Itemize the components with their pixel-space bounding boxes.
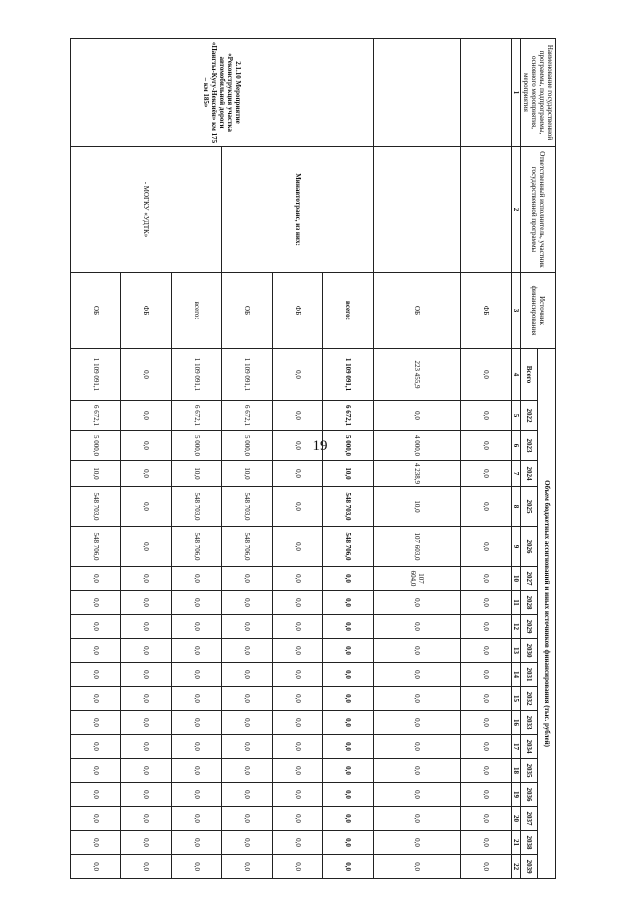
header-year: Всего bbox=[520, 349, 538, 401]
value-cell: 0,0 bbox=[461, 527, 512, 567]
table-row bbox=[323, 39, 374, 879]
value-cell: 548 706,0 bbox=[323, 527, 374, 567]
executor-cell-empty bbox=[461, 147, 512, 273]
header-year: 2036 bbox=[520, 783, 538, 807]
value-cell: 0,0 bbox=[323, 615, 374, 639]
value-cell: 0,0 bbox=[70, 615, 121, 639]
value-cell: 0,0 bbox=[373, 855, 460, 879]
value-cell: 0,0 bbox=[323, 711, 374, 735]
value-cell: 0,0 bbox=[272, 431, 323, 461]
header-year: 2024 bbox=[520, 461, 538, 487]
value-cell: 0,0 bbox=[272, 349, 323, 401]
value-cell: 0,0 bbox=[171, 567, 222, 591]
column-number: 8 bbox=[511, 487, 520, 527]
value-cell: 0,0 bbox=[121, 711, 172, 735]
value-cell: 0,0 bbox=[121, 687, 172, 711]
value-cell: 0,0 bbox=[70, 591, 121, 615]
value-cell: 0,0 bbox=[121, 591, 172, 615]
value-cell: 5 000,0 bbox=[171, 431, 222, 461]
value-cell: 0,0 bbox=[222, 735, 273, 759]
header-year: 2025 bbox=[520, 487, 538, 527]
value-cell: 6 672,1 bbox=[171, 401, 222, 431]
value-cell: 548 706,0 bbox=[70, 527, 121, 567]
value-cell: 1 109 091,1 bbox=[222, 349, 273, 401]
header-year: 2034 bbox=[520, 735, 538, 759]
column-number: 18 bbox=[511, 759, 520, 783]
value-cell: 5 000,0 bbox=[323, 431, 374, 461]
source-cell: ОБ bbox=[373, 273, 460, 349]
column-number: 17 bbox=[511, 735, 520, 759]
value-cell: 0,0 bbox=[461, 461, 512, 487]
value-cell: 0,0 bbox=[70, 567, 121, 591]
value-cell: 0,0 bbox=[461, 783, 512, 807]
value-cell: 10,0 bbox=[373, 487, 460, 527]
source-cell: всего: bbox=[323, 273, 374, 349]
value-cell: 107 603,0 bbox=[373, 527, 460, 567]
value-cell: 107 604,0 bbox=[373, 567, 460, 591]
value-cell: 0,0 bbox=[222, 615, 273, 639]
header-year: 2028 bbox=[520, 591, 538, 615]
value-cell: 10,0 bbox=[70, 461, 121, 487]
value-cell: 0,0 bbox=[272, 807, 323, 831]
value-cell: 6 672,1 bbox=[222, 401, 273, 431]
value-cell: 0,0 bbox=[461, 487, 512, 527]
value-cell: 0,0 bbox=[121, 639, 172, 663]
header-year: 2038 bbox=[520, 831, 538, 855]
value-cell: 0,0 bbox=[171, 831, 222, 855]
column-number: 10 bbox=[511, 567, 520, 591]
value-cell: 0,0 bbox=[461, 567, 512, 591]
value-cell: 0,0 bbox=[171, 711, 222, 735]
value-cell: 0,0 bbox=[121, 807, 172, 831]
value-cell: 1 109 091,1 bbox=[171, 349, 222, 401]
value-cell: 223 455,9 bbox=[373, 349, 460, 401]
value-cell: 0,0 bbox=[171, 855, 222, 879]
value-cell: 0,0 bbox=[70, 735, 121, 759]
value-cell: 0,0 bbox=[373, 687, 460, 711]
value-cell: 0,0 bbox=[461, 639, 512, 663]
source-cell: ОБ bbox=[222, 273, 273, 349]
value-cell: 0,0 bbox=[272, 855, 323, 879]
value-cell: 0,0 bbox=[121, 487, 172, 527]
value-cell: 0,0 bbox=[323, 567, 374, 591]
value-cell: 1 109 091,1 bbox=[70, 349, 121, 401]
value-cell: 5 000,0 bbox=[222, 431, 273, 461]
column-number: 15 bbox=[511, 687, 520, 711]
value-cell: 0,0 bbox=[323, 831, 374, 855]
table-frame bbox=[83, 38, 556, 876]
table-row bbox=[461, 39, 512, 879]
value-cell: 0,0 bbox=[222, 687, 273, 711]
header-year: 2032 bbox=[520, 687, 538, 711]
page-number: 19 bbox=[312, 438, 328, 454]
column-number: 5 bbox=[511, 401, 520, 431]
value-cell: 0,0 bbox=[222, 663, 273, 687]
column-number: 1 bbox=[511, 39, 520, 147]
program-cell-empty bbox=[461, 39, 512, 147]
column-number: 9 bbox=[511, 527, 520, 567]
header-year: 2026 bbox=[520, 527, 538, 567]
value-cell: 0,0 bbox=[461, 615, 512, 639]
value-cell: 0,0 bbox=[70, 639, 121, 663]
value-cell: 0,0 bbox=[70, 831, 121, 855]
value-cell: 0,0 bbox=[373, 759, 460, 783]
value-cell: 0,0 bbox=[70, 855, 121, 879]
value-cell: 0,0 bbox=[373, 615, 460, 639]
value-cell: 0,0 bbox=[171, 615, 222, 639]
value-cell: 0,0 bbox=[461, 711, 512, 735]
source-cell: ФБ bbox=[121, 273, 172, 349]
value-cell: 1 109 091,1 bbox=[323, 349, 374, 401]
table-row bbox=[171, 39, 222, 879]
column-number: 19 bbox=[511, 783, 520, 807]
value-cell: 0,0 bbox=[272, 735, 323, 759]
value-cell: 0,0 bbox=[461, 431, 512, 461]
value-cell: 0,0 bbox=[121, 855, 172, 879]
value-cell: 0,0 bbox=[373, 711, 460, 735]
value-cell: 0,0 bbox=[373, 591, 460, 615]
column-number: 12 bbox=[511, 615, 520, 639]
value-cell: 0,0 bbox=[461, 349, 512, 401]
value-cell: 0,0 bbox=[121, 527, 172, 567]
value-cell: 0,0 bbox=[461, 831, 512, 855]
value-cell: 548 706,0 bbox=[222, 527, 273, 567]
header-year: 2027 bbox=[520, 567, 538, 591]
value-cell: 0,0 bbox=[171, 639, 222, 663]
header-year: 2023 bbox=[520, 431, 538, 461]
value-cell: 0,0 bbox=[373, 783, 460, 807]
value-cell: 0,0 bbox=[171, 735, 222, 759]
column-numbers-row bbox=[511, 39, 520, 879]
value-cell: 6 672,1 bbox=[70, 401, 121, 431]
column-number: 11 bbox=[511, 591, 520, 615]
value-cell: 0,0 bbox=[323, 783, 374, 807]
value-cell: 548 703,0 bbox=[70, 487, 121, 527]
value-cell: 0,0 bbox=[272, 591, 323, 615]
executor-name: - МОГКУ «УДТК» bbox=[70, 147, 222, 273]
value-cell: 0,0 bbox=[121, 759, 172, 783]
column-number: 22 bbox=[511, 855, 520, 879]
column-number: 3 bbox=[511, 273, 520, 349]
value-cell: 0,0 bbox=[373, 831, 460, 855]
value-cell: 0,0 bbox=[121, 349, 172, 401]
value-cell: 0,0 bbox=[272, 783, 323, 807]
value-cell: 4 000,0 bbox=[373, 431, 460, 461]
value-cell: 0,0 bbox=[461, 687, 512, 711]
column-number: 6 bbox=[511, 431, 520, 461]
value-cell: 0,0 bbox=[272, 567, 323, 591]
value-cell: 10,0 bbox=[171, 461, 222, 487]
header-year: 2033 bbox=[520, 711, 538, 735]
value-cell: 0,0 bbox=[461, 591, 512, 615]
event-name: 2.1.10 Мероприятие «Реконструкция участка автомобильной дороги «Пангты-Кугу-Нексиён» км 175 – км 185» bbox=[70, 39, 373, 147]
value-cell: 548 706,0 bbox=[171, 527, 222, 567]
value-cell: 0,0 bbox=[70, 759, 121, 783]
value-cell: 0,0 bbox=[222, 711, 273, 735]
source-cell: ФБ bbox=[461, 273, 512, 349]
value-cell: 0,0 bbox=[272, 711, 323, 735]
value-cell: 0,0 bbox=[121, 735, 172, 759]
executor-name: Минавтотранс, из них: bbox=[222, 147, 374, 273]
value-cell: 0,0 bbox=[272, 401, 323, 431]
header-year: 2035 bbox=[520, 759, 538, 783]
value-cell: 0,0 bbox=[171, 807, 222, 831]
value-cell: 0,0 bbox=[70, 711, 121, 735]
value-cell: 0,0 bbox=[373, 735, 460, 759]
value-cell: 0,0 bbox=[222, 759, 273, 783]
value-cell: 0,0 bbox=[171, 759, 222, 783]
value-cell: 0,0 bbox=[272, 639, 323, 663]
value-cell: 0,0 bbox=[121, 401, 172, 431]
column-number: 14 bbox=[511, 663, 520, 687]
header-executor: Ответственный исполнитель, участник государственной программы bbox=[520, 147, 555, 273]
value-cell: 0,0 bbox=[222, 567, 273, 591]
header-year: 2029 bbox=[520, 615, 538, 639]
header-year: 2030 bbox=[520, 639, 538, 663]
value-cell: 0,0 bbox=[70, 807, 121, 831]
value-cell: 6 672,1 bbox=[323, 401, 374, 431]
column-number: 20 bbox=[511, 807, 520, 831]
header-year: 2037 bbox=[520, 807, 538, 831]
value-cell: 0,0 bbox=[461, 807, 512, 831]
value-cell: 0,0 bbox=[171, 687, 222, 711]
header-source: Источник финансирования bbox=[520, 273, 555, 349]
source-cell: ФБ bbox=[272, 273, 323, 349]
value-cell: 0,0 bbox=[222, 807, 273, 831]
value-cell: 0,0 bbox=[222, 639, 273, 663]
value-cell: 0,0 bbox=[323, 591, 374, 615]
value-cell: 5 000,0 bbox=[70, 431, 121, 461]
value-cell: 0,0 bbox=[121, 663, 172, 687]
value-cell: 0,0 bbox=[373, 639, 460, 663]
value-cell: 0,0 bbox=[323, 759, 374, 783]
program-cell-empty bbox=[373, 39, 460, 147]
value-cell: 0,0 bbox=[171, 783, 222, 807]
value-cell: 0,0 bbox=[373, 401, 460, 431]
value-cell: 0,0 bbox=[323, 855, 374, 879]
value-cell: 0,0 bbox=[222, 831, 273, 855]
value-cell: 0,0 bbox=[461, 759, 512, 783]
value-cell: 548 703,0 bbox=[323, 487, 374, 527]
value-cell: 0,0 bbox=[272, 759, 323, 783]
value-cell: 0,0 bbox=[121, 615, 172, 639]
value-cell: 4 238,9 bbox=[373, 461, 460, 487]
value-cell: 0,0 bbox=[171, 663, 222, 687]
value-cell: 0,0 bbox=[461, 735, 512, 759]
value-cell: 0,0 bbox=[70, 687, 121, 711]
financing-table bbox=[70, 38, 556, 879]
value-cell: 548 703,0 bbox=[171, 487, 222, 527]
value-cell: 0,0 bbox=[373, 807, 460, 831]
value-cell: 0,0 bbox=[222, 855, 273, 879]
value-cell: 0,0 bbox=[323, 735, 374, 759]
column-number: 4 bbox=[511, 349, 520, 401]
value-cell: 0,0 bbox=[222, 591, 273, 615]
header-year: 2039 bbox=[520, 855, 538, 879]
executor-cell-empty bbox=[373, 147, 460, 273]
value-cell: 0,0 bbox=[461, 663, 512, 687]
value-cell: 0,0 bbox=[461, 855, 512, 879]
column-number: 13 bbox=[511, 639, 520, 663]
value-cell: 0,0 bbox=[373, 663, 460, 687]
value-cell: 0,0 bbox=[70, 663, 121, 687]
column-number: 16 bbox=[511, 711, 520, 735]
value-cell: 10,0 bbox=[323, 461, 374, 487]
value-cell: 0,0 bbox=[461, 401, 512, 431]
value-cell: 0,0 bbox=[272, 487, 323, 527]
column-number: 21 bbox=[511, 831, 520, 855]
value-cell: 0,0 bbox=[222, 783, 273, 807]
header-volume: Объем бюджетных ассигнований и иных источников финансирования (тыс. рублей) bbox=[538, 349, 556, 879]
table-row bbox=[373, 39, 460, 879]
source-cell: всего: bbox=[171, 273, 222, 349]
source-cell: ОБ bbox=[70, 273, 121, 349]
header-year: 2022 bbox=[520, 401, 538, 431]
value-cell: 0,0 bbox=[272, 687, 323, 711]
value-cell: 548 703,0 bbox=[222, 487, 273, 527]
value-cell: 0,0 bbox=[323, 639, 374, 663]
value-cell: 0,0 bbox=[272, 831, 323, 855]
header-program-name: Наименование государственной программы, подпрограммы, основного мероприятия, мероприятия bbox=[520, 39, 555, 147]
value-cell: 0,0 bbox=[121, 831, 172, 855]
header-year: 2031 bbox=[520, 663, 538, 687]
value-cell: 0,0 bbox=[272, 615, 323, 639]
value-cell: 0,0 bbox=[171, 591, 222, 615]
table-body bbox=[70, 39, 511, 879]
value-cell: 0,0 bbox=[121, 567, 172, 591]
value-cell: 0,0 bbox=[121, 431, 172, 461]
column-number: 7 bbox=[511, 461, 520, 487]
value-cell: 10,0 bbox=[222, 461, 273, 487]
value-cell: 0,0 bbox=[272, 663, 323, 687]
value-cell: 0,0 bbox=[272, 461, 323, 487]
value-cell: 0,0 bbox=[272, 527, 323, 567]
value-cell: 0,0 bbox=[70, 783, 121, 807]
value-cell: 0,0 bbox=[323, 807, 374, 831]
value-cell: 0,0 bbox=[323, 687, 374, 711]
value-cell: 0,0 bbox=[121, 783, 172, 807]
value-cell: 0,0 bbox=[323, 663, 374, 687]
column-number: 2 bbox=[511, 147, 520, 273]
value-cell: 0,0 bbox=[121, 461, 172, 487]
rotated-table-container bbox=[83, 38, 556, 876]
